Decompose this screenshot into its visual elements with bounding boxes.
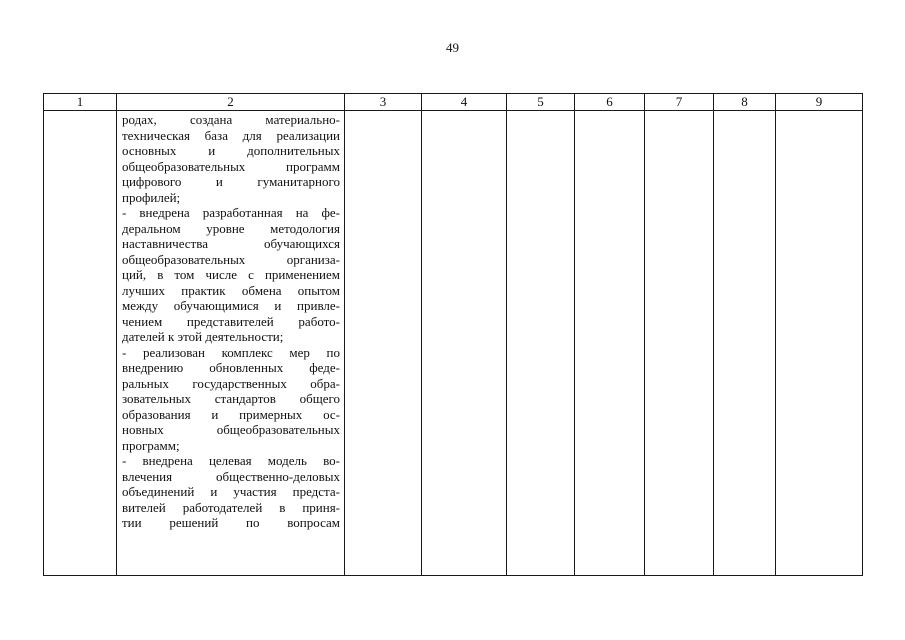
column-header-9: 9 bbox=[776, 94, 863, 111]
text-line: внедрению обновленных феде- bbox=[122, 360, 340, 375]
text-line: - реализован комплекс мер по bbox=[122, 344, 340, 360]
text-line: вителей работодателей в приня- bbox=[122, 499, 340, 515]
text-line: цифрового и гуманитарного bbox=[122, 174, 340, 189]
column-header-4: 4 bbox=[422, 94, 507, 111]
cell-col-1 bbox=[44, 111, 117, 576]
column-header-2: 2 bbox=[117, 94, 345, 111]
cell-col-5 bbox=[507, 111, 575, 576]
column-header-5: 5 bbox=[507, 94, 575, 111]
text-line: программ; bbox=[122, 437, 180, 453]
cell-col-6 bbox=[575, 111, 645, 576]
text-line: общеобразовательных организа- bbox=[122, 251, 340, 267]
text-line: - внедрена разработанная на фе- bbox=[122, 205, 340, 220]
text-line: наставничества обучающихся bbox=[122, 236, 340, 251]
cell-col-3 bbox=[345, 111, 422, 576]
text-line: влечения общественно-деловых bbox=[122, 468, 340, 484]
text-line: дателей к этой деятельности; bbox=[122, 329, 284, 344]
text-line: образования и примерных ос- bbox=[122, 406, 340, 422]
text-line: новных общеобразовательных bbox=[122, 422, 340, 437]
column-header-1: 1 bbox=[44, 94, 117, 111]
text-line: ральных государственных обра- bbox=[122, 375, 340, 391]
data-table bbox=[43, 93, 863, 576]
text-line: чением представителей работо- bbox=[122, 313, 340, 329]
text-line: объединений и участия предста- bbox=[122, 484, 340, 499]
text-line: лучших практик обмена опытом bbox=[122, 282, 340, 298]
text-line: ций, в том числе с применением bbox=[122, 267, 340, 282]
text-line: основных и дополнительных bbox=[122, 143, 340, 158]
text-line: деральном уровне методология bbox=[122, 220, 340, 236]
column-header-8: 8 bbox=[714, 94, 776, 111]
column-header-7: 7 bbox=[645, 94, 714, 111]
cell-col-2-text bbox=[117, 111, 345, 576]
text-line: между обучающимися и привле- bbox=[122, 298, 340, 313]
text-line: общеобразовательных программ bbox=[122, 158, 340, 174]
text-line: техническая база для реализации bbox=[122, 127, 340, 143]
cell-col-9 bbox=[776, 111, 863, 576]
cell-col-7 bbox=[645, 111, 714, 576]
page-number: 49 bbox=[446, 40, 459, 55]
text-line: профилей; bbox=[122, 189, 181, 205]
table-row bbox=[44, 111, 863, 576]
cell-col-4 bbox=[422, 111, 507, 576]
text-line: - внедрена целевая модель во- bbox=[122, 453, 340, 468]
column-header-6: 6 bbox=[575, 94, 645, 111]
text-line: зовательных стандартов общего bbox=[122, 391, 340, 406]
header-row bbox=[44, 94, 863, 111]
column-header-3: 3 bbox=[345, 94, 422, 111]
cell-col-8 bbox=[714, 111, 776, 576]
text-line: тии решений по вопросам bbox=[122, 515, 340, 530]
text-line: родах, создана материально- bbox=[122, 112, 340, 127]
